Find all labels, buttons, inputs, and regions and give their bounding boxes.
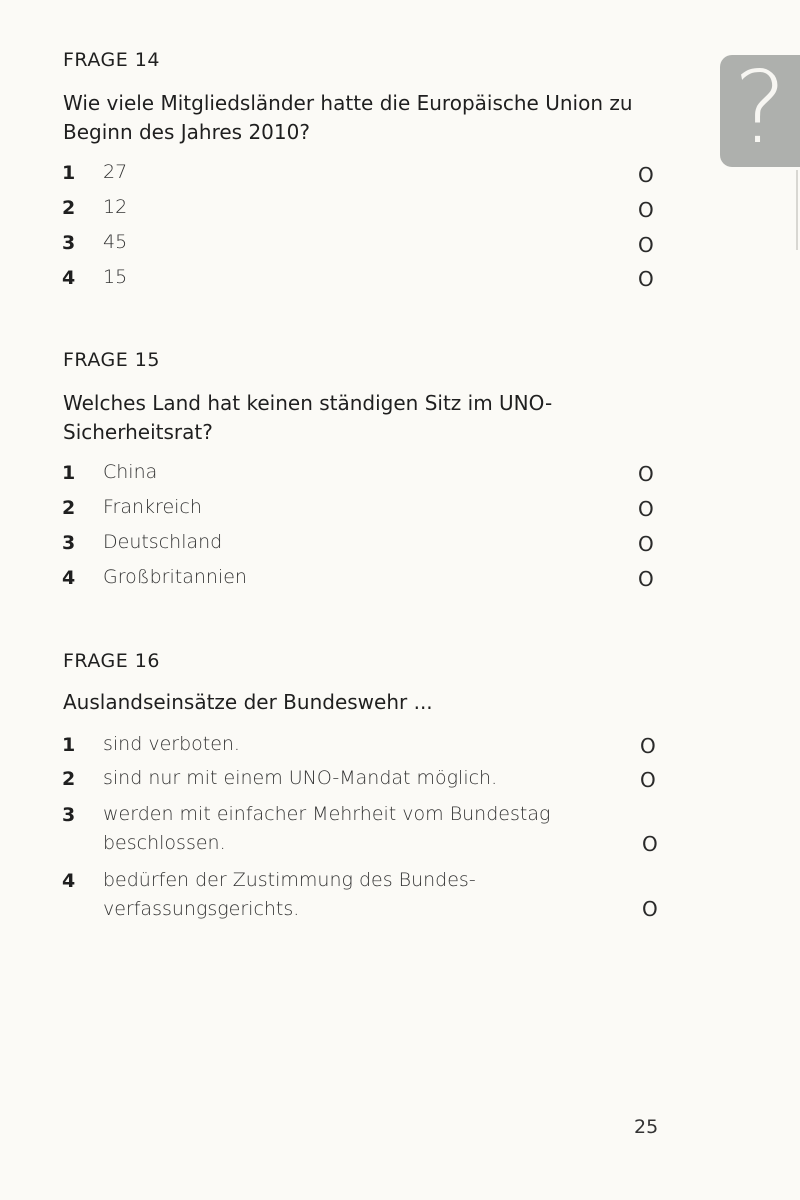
answer-checkbox[interactable]: O bbox=[638, 163, 654, 187]
answer-checkbox[interactable]: O bbox=[640, 734, 656, 758]
page-edge-divider bbox=[796, 170, 798, 250]
answer-checkbox[interactable]: O bbox=[642, 832, 658, 856]
question-heading: FRAGE 14 bbox=[63, 49, 160, 71]
option-label: Deutschland bbox=[103, 531, 223, 553]
question-text: Wie viele Mitgliedsländer hatte die Europäische Union zu Beginn des Jahres 2010? bbox=[63, 91, 633, 144]
question-text: Auslandseinsätze der Bundeswehr ... bbox=[63, 690, 433, 714]
answer-checkbox[interactable]: O bbox=[638, 532, 654, 556]
question-mark-icon: ? bbox=[733, 49, 787, 166]
option-label: China bbox=[103, 461, 158, 483]
answer-checkbox[interactable]: O bbox=[638, 198, 654, 222]
option-label: sind nur mit einem UNO-Mandat möglich. bbox=[103, 767, 498, 789]
question-heading: FRAGE 16 bbox=[63, 650, 160, 672]
answer-checkbox[interactable]: O bbox=[640, 768, 656, 792]
option-label: werden mit einfacher Mehrheit vom Bundestag beschlossen. bbox=[103, 803, 551, 854]
answer-checkbox[interactable]: O bbox=[638, 233, 654, 257]
option-label: Frankreich bbox=[103, 496, 202, 518]
answer-checkbox[interactable]: O bbox=[638, 462, 654, 486]
option-label: 12 bbox=[103, 196, 128, 218]
option-number: 1 bbox=[62, 734, 76, 756]
option-number: 2 bbox=[62, 197, 76, 219]
option-label: 45 bbox=[103, 231, 128, 253]
answer-checkbox[interactable]: O bbox=[638, 267, 654, 291]
option-number: 3 bbox=[62, 532, 76, 554]
question-text: Welches Land hat keinen ständigen Sitz im UNO-Sicherheitsrat? bbox=[63, 391, 553, 444]
option-label: Großbritannien bbox=[103, 566, 247, 588]
option-number: 3 bbox=[62, 232, 76, 254]
option-number: 1 bbox=[62, 462, 76, 484]
question-heading: FRAGE 15 bbox=[63, 349, 160, 371]
option-number: 4 bbox=[62, 870, 76, 892]
answer-checkbox[interactable]: O bbox=[638, 567, 654, 591]
answer-checkbox[interactable]: O bbox=[642, 897, 658, 921]
option-number: 4 bbox=[62, 267, 76, 289]
option-number: 3 bbox=[62, 804, 76, 826]
option-number: 2 bbox=[62, 768, 76, 790]
option-label: 27 bbox=[103, 161, 128, 183]
option-number: 1 bbox=[62, 162, 76, 184]
option-number: 2 bbox=[62, 497, 76, 519]
option-label: sind verboten. bbox=[103, 733, 240, 755]
option-label: bedürfen der Zustimmung des Bundes-verfassungsgerichts. bbox=[103, 869, 476, 920]
option-number: 4 bbox=[62, 567, 76, 589]
answer-checkbox[interactable]: O bbox=[638, 497, 654, 521]
page-number: 25 bbox=[634, 1116, 659, 1138]
option-label: 15 bbox=[103, 266, 128, 288]
